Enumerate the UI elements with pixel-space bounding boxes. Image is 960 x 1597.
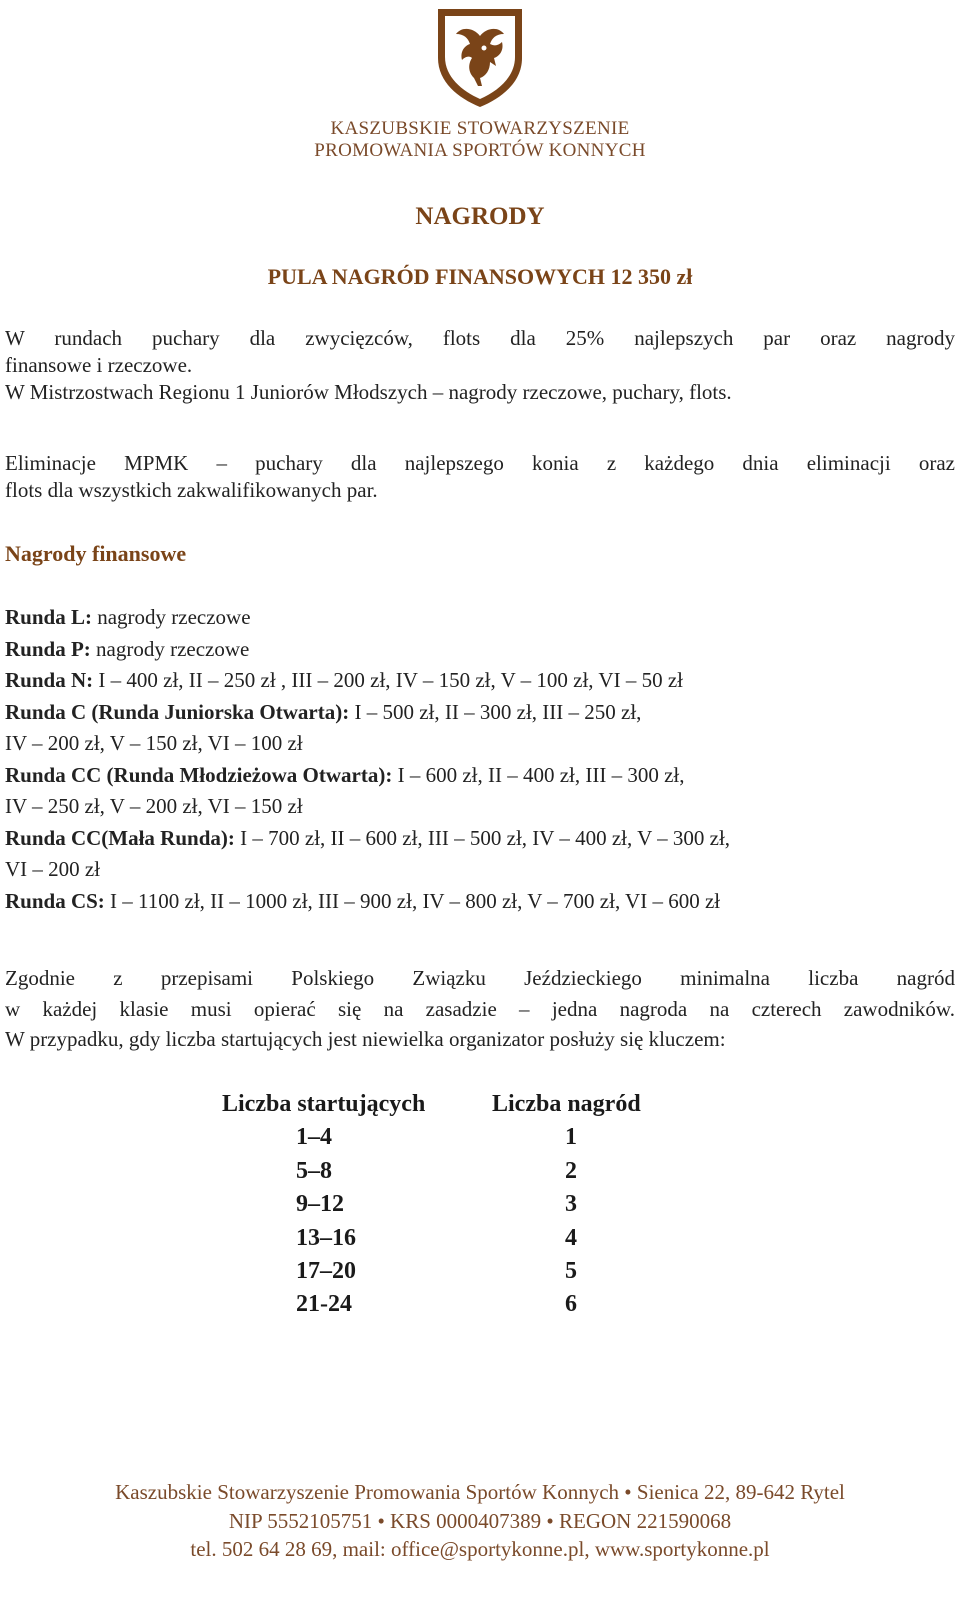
round-item	[5, 665, 955, 697]
table-row	[222, 1188, 692, 1221]
table-cell: 9–12	[296, 1191, 344, 1218]
rules-line3: W przypadku, gdy liczba startujących jest niewielka organizator posłuży się kluczem:	[5, 1027, 726, 1051]
round-item-cont: IV – 200 zł, V – 150 zł, VI – 100 zł	[5, 731, 303, 755]
round-item	[5, 602, 955, 634]
footer-contact: tel. 502 64 28 69, mail: office@sportykonne.pl, www.sportykonne.pl	[190, 1537, 770, 1561]
round-label: Runda N:	[5, 668, 94, 692]
table-row	[222, 1155, 692, 1188]
round-item	[5, 697, 955, 729]
org-name-line2: PROMOWANIA SPORTÓW KONNYCH	[314, 140, 646, 161]
round-label: Runda CC(Mała Runda):	[5, 825, 235, 850]
table-row	[222, 1255, 692, 1288]
intro-line3: W Mistrzostwach Regionu 1 Juniorów Młodszych – nagrody rzeczowe, puchary, flots.	[5, 380, 732, 404]
page-title: NAGRODY	[415, 203, 545, 230]
round-label: Runda C (Runda Juniorska Otwarta):	[5, 699, 350, 724]
intro-line1: W rundach puchary dla zwycięzców, flots dla 25% najlepszych par oraz nagrody	[5, 326, 955, 350]
round-text: nagrody rzeczowe	[91, 605, 251, 629]
footer	[0, 1478, 960, 1564]
round-item	[5, 760, 955, 792]
table-cell: 4	[565, 1224, 577, 1251]
rounds-list	[5, 602, 955, 917]
table-cell: 17–20	[296, 1257, 356, 1284]
footer-registry: NIP 5552105751 • KRS 0000407389 • REGON 221590068	[228, 1508, 732, 1533]
round-item	[5, 886, 955, 918]
round-item-cont: IV – 250 zł, V – 200 zł, VI – 150 zł	[5, 794, 303, 818]
round-text: I – 500 zł, II – 300 zł, III – 250 zł,	[349, 699, 642, 724]
table-header: Liczba nagród	[492, 1091, 641, 1117]
rules-line1: Zgodnie z przepisami Polskiego Związku Jeździeckiego minimalna liczba nagród	[5, 966, 955, 990]
table-cell: 6	[565, 1291, 577, 1318]
table-cell: 5	[565, 1257, 577, 1284]
section-heading-financial: Nagrody finansowe	[5, 541, 187, 566]
prize-count-table	[222, 1088, 692, 1322]
footer-address: Kaszubskie Stowarzyszenie Promowania Sportów Konnych • Sienica 22, 89-642 Rytel	[115, 1480, 845, 1504]
intro-line2: finansowe i rzeczowe.	[5, 353, 193, 377]
round-text: I – 600 zł, II – 400 zł, III – 300 zł,	[392, 762, 685, 787]
round-label: Runda P:	[5, 636, 91, 661]
round-label: Runda CS:	[5, 888, 105, 913]
prize-pool-title: PULA NAGRÓD FINANSOWYCH 12 350 zł	[267, 264, 693, 289]
table-header: Liczba startujących	[222, 1091, 426, 1117]
rules-line2: w każdej klasie musi opierać się na zasadzie – jedna nagroda na czterech zawodników.	[5, 996, 955, 1021]
round-label: Runda CC (Runda Młodzieżowa Otwarta):	[5, 762, 393, 787]
header-logo	[0, 6, 960, 162]
table-row	[222, 1222, 692, 1255]
round-item	[5, 823, 955, 855]
griffin-shield-icon	[434, 6, 526, 110]
round-text: I – 400 zł, II – 250 zł , III – 200 zł, IV – 150 zł, V – 100 zł, VI – 50 zł	[93, 668, 683, 692]
round-label: Runda L:	[5, 605, 92, 629]
round-text: I – 1100 zł, II – 1000 zł, III – 900 zł, IV – 800 zł, V – 700 zł, VI – 600 zł	[104, 888, 721, 913]
intro-paragraph	[5, 325, 955, 406]
org-name-line1: KASZUBSKIE STOWARZYSZENIE	[330, 118, 630, 139]
round-item-cont: VI – 200 zł	[5, 857, 101, 881]
rules-paragraph	[5, 963, 955, 1055]
table-cell: 3	[565, 1191, 577, 1218]
table-row	[222, 1288, 692, 1321]
table-cell: 13–16	[296, 1224, 356, 1251]
table-cell: 1–4	[296, 1124, 332, 1151]
table-row	[222, 1121, 692, 1154]
round-item	[5, 634, 955, 666]
eliminations-line2: flots dla wszystkich zakwalifikowanych par.	[5, 478, 378, 502]
table-cell: 5–8	[296, 1157, 332, 1184]
table-cell: 21-24	[296, 1291, 352, 1318]
table-header-row	[222, 1088, 692, 1121]
round-text: I – 700 zł, II – 600 zł, III – 500 zł, IV – 400 zł, V – 300 zł,	[234, 825, 731, 850]
table-cell: 1	[565, 1124, 577, 1151]
round-text: nagrody rzeczowe	[90, 636, 250, 661]
table-cell: 2	[565, 1157, 577, 1184]
eliminations-paragraph	[5, 450, 955, 504]
eliminations-line1: Eliminacje MPMK – puchary dla najlepszego konia z każdego dnia eliminacji oraz	[5, 451, 955, 475]
